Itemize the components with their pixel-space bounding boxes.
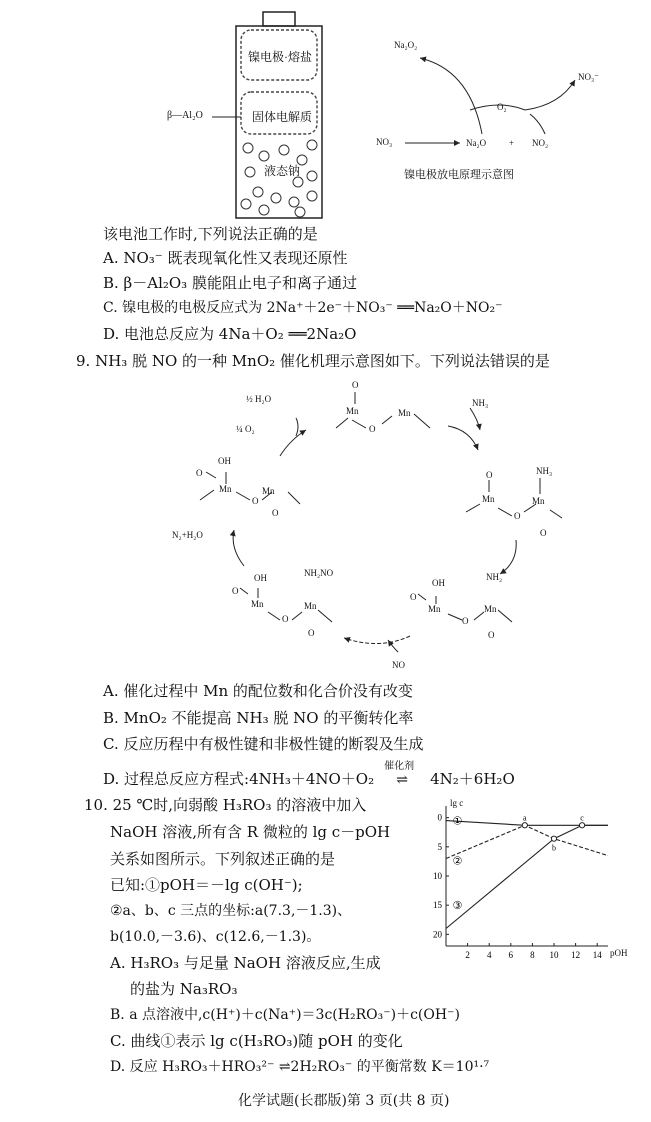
battery-zone-nickel: 镍电极·熔盐 [248, 50, 312, 64]
cycle-oh: OH [432, 578, 445, 588]
o2-label: O₂ [497, 102, 507, 112]
q10-line2: NaOH 溶液,所有含 R 微粒的 lg c－pOH [110, 823, 391, 841]
discharge-caption: 镍电极放电原理示意图 [404, 169, 514, 181]
q10-option-c: C. 曲线①表示 lg c(H₃RO₃)随 pOH 的变化 [110, 1032, 403, 1050]
battery-zone-sodium: 液态钠 [264, 164, 301, 178]
chart-point-label: a [523, 813, 527, 823]
chart-y-tick-label: 15 [433, 900, 442, 911]
na2o2-label: Na₂O₂ [394, 40, 418, 50]
q10-option-b: B. a 点溶液中,c(H⁺)＋c(Na⁺)＝3c(H₂RO₃⁻)＋c(OH⁻) [110, 1007, 460, 1023]
cycle-mn: Mn [398, 408, 411, 418]
cycle-o: O [252, 496, 259, 506]
cycle-o: O [540, 528, 547, 538]
cycle-nh3-in: NH₃ [472, 398, 489, 408]
q10-line3: 关系如图所示。下列叙述正确的是 [110, 850, 336, 868]
cycle-o: O [514, 511, 521, 521]
cycle-mn: Mn [219, 484, 232, 494]
q10-option-a-line2: 的盐为 Na₃RO₃ [130, 980, 238, 998]
cycle-n2-h2o: N₂+H₂O [172, 530, 203, 540]
cycle-h2o-half: ½ H₂O [246, 394, 272, 404]
chart-x-tick-label: 2 [465, 950, 470, 960]
chart-series-line-3 [446, 825, 608, 928]
cycle-o: O [488, 630, 495, 640]
q9-equilibrium-arrow: 催化剂 ⇌ [374, 770, 430, 789]
chart-x-tick-label: 14 [592, 950, 602, 960]
cycle-oh: OH [254, 573, 267, 583]
q9-stem: 9. NH₃ 脱 NO 的一种 MnO₂ 催化机理示意图如下。下列说法错误的是 [76, 352, 550, 370]
cycle-no-in: NO [392, 660, 405, 670]
na2o-label: Na₂O [466, 138, 487, 148]
chart-y-tick-label: 5 [437, 841, 442, 852]
chart-curve-label: ② [452, 854, 463, 868]
cycle-oh: OH [218, 456, 231, 466]
chart-x-tick-label: 4 [486, 950, 492, 960]
cycle-mn: Mn [251, 599, 264, 609]
chart-series-line-2 [446, 825, 608, 858]
cycle-o: O [308, 628, 315, 638]
q8-option-d: D. 电池总反应为 4Na＋O₂ ══2Na₂O [103, 325, 357, 343]
cycle-o: O [410, 592, 417, 602]
q9-catalyst-label: 催化剂 [384, 761, 415, 772]
cycle-mn: Mn [304, 601, 317, 611]
q9-option-a: A. 催化过程中 Mn 的配位数和化合价没有改变 [103, 682, 413, 700]
q9-option-c: C. 反应历程中有极性键和非极性键的断裂及生成 [103, 735, 424, 753]
battery-label-left: β—Al₂O [167, 110, 203, 121]
q9-option-b: B. MnO₂ 不能提高 NH₃ 脱 NO 的平衡转化率 [103, 709, 414, 727]
chart-point-label: b [552, 843, 556, 853]
cycle-o: O [462, 616, 469, 626]
chart-y-tick-label: 20 [433, 929, 442, 940]
no2-label: NO₂ [532, 138, 549, 148]
chart-point-label: c [580, 813, 584, 823]
chart-xlabel: pOH [610, 948, 628, 958]
page-footer: 化学试题(长郡版)第 3 页(共 8 页) [238, 1093, 450, 1109]
q8-option-a: A. NO₃⁻ 既表现氧化性又表现还原性 [103, 249, 348, 267]
cycle-mn: Mn [532, 496, 545, 506]
cycle-nh2: NH₂ [486, 572, 503, 582]
chart-ylabel: lg c [450, 798, 464, 808]
cycle-nh2no: NH₂NO [304, 568, 334, 578]
battery-zone-electrolyte: 固体电解质 [252, 110, 313, 124]
chart-x-tick-label: 12 [571, 950, 581, 960]
cycle-o: O [282, 614, 289, 624]
chart-x-tick-label: 10 [549, 950, 559, 960]
chart-x-tick-label: 6 [508, 950, 514, 960]
chart-x-tick-label: 8 [530, 950, 535, 960]
chart-point-b [551, 836, 556, 841]
chart-point-c [579, 823, 584, 828]
q9-option-d-reactants: D. 过程总反应方程式:4NH₃＋4NO＋O₂ [103, 770, 375, 788]
chart-curve-label: ① [452, 814, 463, 828]
cycle-mn: Mn [346, 406, 359, 416]
no3-left-label: NO₃ [376, 137, 393, 147]
q10-line1: 10. 25 ℃时,向弱酸 H₃RO₃ 的溶液中加入 [84, 796, 367, 814]
cycle-o: O [369, 424, 376, 434]
q8-option-c: C. 镍电极的电极反应式为 2Na⁺＋2e⁻＋NO₃⁻ ══Na₂O＋NO₂⁻ [103, 300, 503, 316]
q10-option-a-line1: A. H₃RO₃ 与足量 NaOH 溶液反应,生成 [110, 954, 381, 972]
q9-option-d-products: 4N₂＋6H₂O [430, 770, 515, 788]
cycle-o: O [352, 380, 359, 390]
no3-top-label: NO₃⁻ [578, 72, 599, 82]
cycle-o: O [196, 468, 203, 478]
cycle-o: O [486, 470, 493, 480]
q10-line5: ②a、b、c 三点的坐标:a(7.3,－1.3)、 [110, 903, 352, 919]
cycle-nh3-bound: NH₃ [536, 466, 553, 476]
chart-point-a [522, 823, 527, 828]
cycle-mn: Mn [484, 604, 497, 614]
q8-option-b: B. β－Al₂O₃ 膜能阻止电子和离子通过 [103, 274, 357, 292]
cycle-mn: Mn [482, 494, 495, 504]
q10-line6: b(10.0,－3.6)、c(12.6,－1.3)。 [110, 929, 321, 945]
cycle-mn: Mn [428, 604, 441, 614]
cycle-o: O [272, 508, 279, 518]
cycle-o: O [232, 586, 239, 596]
chart-y-tick-label: 10 [433, 871, 442, 881]
q10-line4: 已知:①pOH＝－lg c(OH⁻); [110, 876, 303, 894]
chart-curve-label: ③ [452, 899, 463, 913]
chart-y-tick-label: 0 [437, 812, 442, 823]
cycle-o2-quarter: ¼ O₂ [236, 424, 255, 434]
q8-stem: 该电池工作时,下列说法正确的是 [103, 225, 318, 243]
plus-label: + [509, 138, 515, 148]
cycle-mn: Mn [262, 486, 275, 496]
q10-option-d: D. 反应 H₃RO₃＋HRO₃²⁻ ⇌2H₂RO₃⁻ 的平衡常数 K＝10¹·⁷ [110, 1059, 490, 1075]
